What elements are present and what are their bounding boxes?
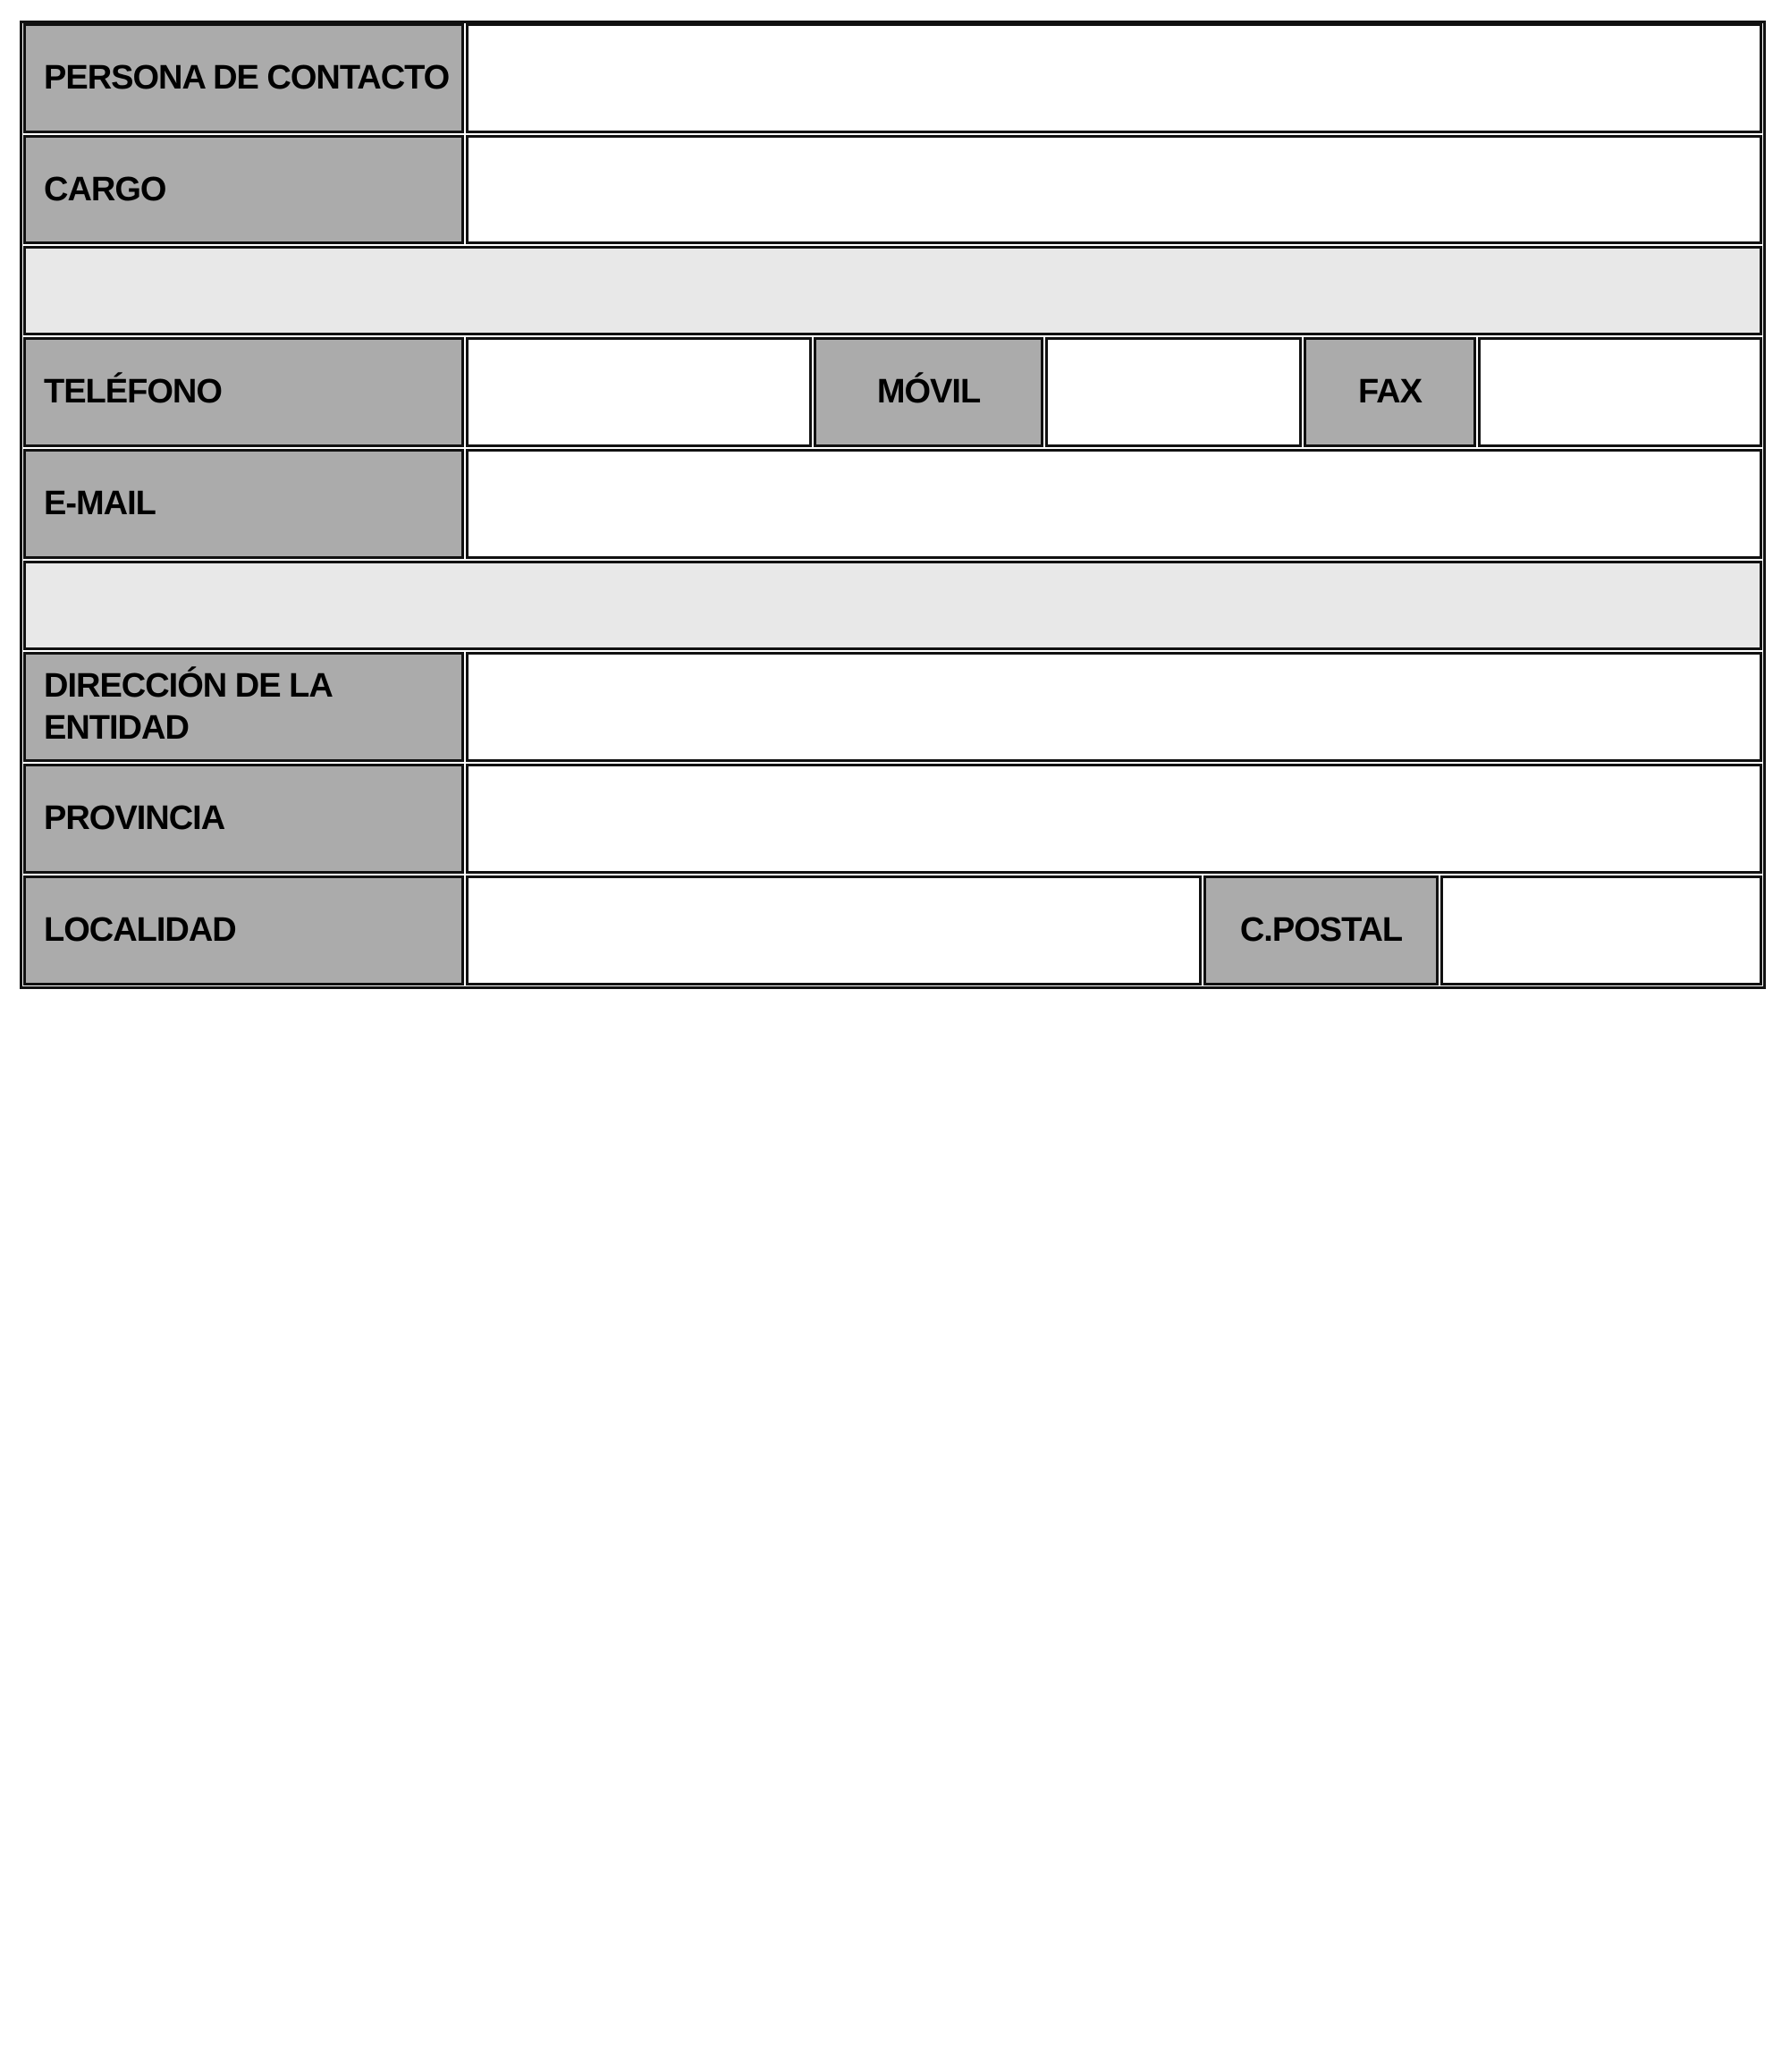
address-field[interactable] <box>466 652 1762 762</box>
mobile-label <box>814 337 1043 447</box>
province-label-text: PROVINCIA <box>44 799 225 838</box>
email-label-text: E-MAIL <box>44 485 156 523</box>
address-label <box>23 652 464 762</box>
email-label <box>23 449 464 559</box>
postal-code-label-text: C.POSTAL <box>1239 911 1403 950</box>
province-label <box>23 764 464 874</box>
postal-code-field[interactable] <box>1440 875 1762 985</box>
mobile-field[interactable] <box>1045 337 1302 447</box>
phone-label <box>23 337 464 447</box>
fax-label-text: FAX <box>1358 373 1422 411</box>
separator-row <box>23 561 1762 650</box>
fax-field[interactable] <box>1478 337 1762 447</box>
position-field[interactable] <box>466 135 1762 244</box>
address-label-line1: DIRECCIÓN DE LA <box>44 667 333 706</box>
contact-person-field[interactable] <box>466 23 1762 133</box>
position-label-text: CARGO <box>44 170 166 208</box>
phone-label-text: TELÉFONO <box>44 373 222 411</box>
province-field[interactable] <box>466 764 1762 874</box>
contact-person-label <box>23 23 464 133</box>
position-label <box>23 135 464 244</box>
postal-code-label <box>1203 875 1439 985</box>
email-field[interactable] <box>466 449 1762 559</box>
fax-label <box>1304 337 1476 447</box>
phone-field[interactable] <box>466 337 812 447</box>
mobile-label-text: MÓVIL <box>876 373 981 411</box>
contact-person-label-text: PERSONA DE CONTACTO <box>44 59 450 97</box>
locality-label <box>23 875 464 985</box>
locality-field[interactable] <box>466 875 1202 985</box>
locality-label-text: LOCALIDAD <box>44 911 236 950</box>
address-label-line2: ENTIDAD <box>44 708 189 747</box>
separator-row <box>23 246 1762 335</box>
